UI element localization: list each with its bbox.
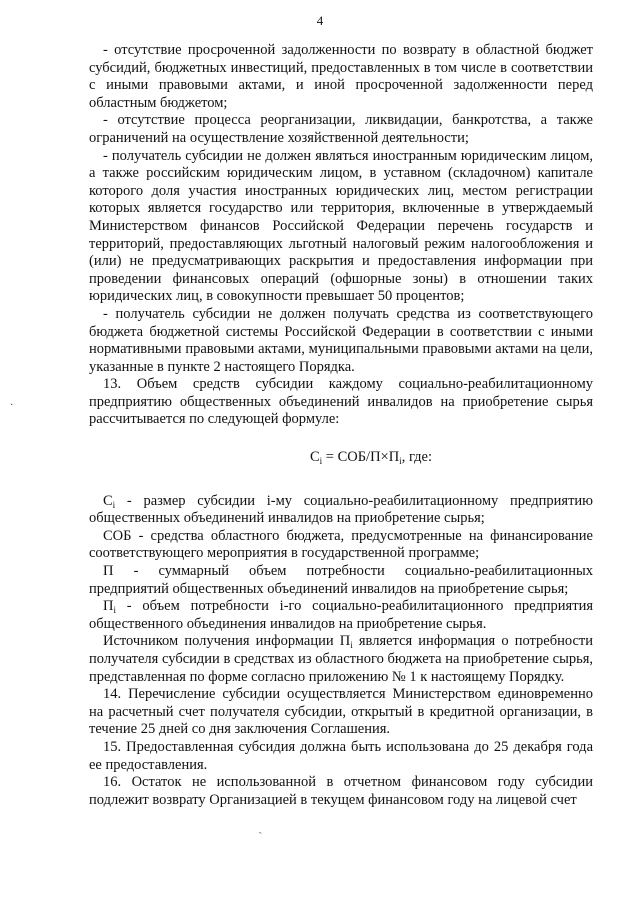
- page-number: 4: [316, 13, 324, 28]
- source-text-a: Источником получения информации П: [103, 633, 351, 650]
- definition-ci: [89, 493, 593, 528]
- formula-lhs-subscript: i: [319, 456, 323, 467]
- definition-pi: [89, 598, 593, 633]
- formula-rhs: = СОБ/П×П: [322, 449, 400, 466]
- source-subscript: i: [350, 640, 353, 651]
- paragraph-no-debt: - отсутствие просроченной задолженности по возврату в областной бюджет субсидий, бюджетных инвестиций, предоставленных в том числе в соответствии с иными правовыми актами, и иной просроченной задолженности перед областным бюджетом;: [89, 42, 593, 111]
- paragraph-no-reorganization: - отсутствие процесса реорганизации, ликвидации, банкротства, а также ограничений на осуществление хозяйственной деятельности;: [89, 112, 593, 146]
- formula-rhs-subscript: i: [399, 456, 402, 467]
- definition-text: - объем потребности i-го социально-реабилитационного предприятия общественного объединения инвалидов на приобретение сырья.: [89, 598, 593, 632]
- paragraph-13-subsidy-volume: 13. Объем средств субсидии каждому социально-реабилитационному предприятию общественных объединений инвалидов на приобретение сырья рассчитывается по следующей формуле:: [89, 376, 593, 428]
- scan-mark: ˴: [255, 825, 265, 839]
- scan-speck: ·: [10, 400, 14, 411]
- definition-p: [89, 563, 593, 598]
- source-text-b: является информация о потребности получателя субсидии в средствах из областного бюджета на приобретение сырья, представленная по форме согласно приложению № 1 к настоящему Порядку.: [89, 633, 593, 685]
- paragraph-no-other-funds: - получатель субсидии не должен получать средства из соответствующего бюджета бюджетной системы Российской Федерации в соответствии с иными нормативными правовыми актами, муниципальными правовыми актами на цели, указанные в пункте 2 настоящего Порядка.: [89, 305, 593, 375]
- definition-subscript: i: [112, 499, 116, 510]
- paragraph-16-unused-return: 16. Остаток не использованной в отчетном финансовом году субсидии подлежит возврату Организацией в текущем финансовом году на лицевой счет: [89, 774, 593, 808]
- definition-symbol: П: [103, 598, 114, 615]
- definition-symbol: C: [103, 492, 113, 509]
- definition-symbol: СОБ: [103, 527, 132, 544]
- definition-text: - средства областного бюджета, предусмотренные на финансирование соответствующего мероприятия в государственной программе;: [89, 527, 593, 562]
- paragraph-15-usage-deadline: 15. Предоставленная субсидия должна быть использована до 25 декабря года ее предоставления.: [89, 738, 593, 773]
- paragraph-14-transfer: 14. Перечисление субсидии осуществляется Министерством единовременно на расчетный счет получателя субсидии, открытый в кредитной организации, в течение 25 дней со дня заключения Соглашения.: [89, 686, 593, 738]
- formula-lhs: C: [309, 449, 320, 466]
- paragraph-not-foreign-entity: - получатель субсидии не должен являться иностранным юридическим лицом, а также российским юридическим лицом, в уставном (складочном) капитале которого доля участия иностранных юридических лиц, местом регистрации которых является государство или территория, включенные в утверждаемый Министерством финансов Российской Федерации перечень государств и территорий, предоставляющих льготный налоговый режим налогообложения и (или) не предусматривающих раскрытия и предоставления информации при проведении финансовых операций (офшорные зоны) в отношении таких юридических лиц, в совокупности превышает 50 процентов;: [89, 147, 593, 305]
- definition-text: - размер субсидии i-му социально-реабилитационному предприятию общественных объединений инвалидов на приобретение сырья;: [89, 492, 593, 527]
- definition-text: - суммарный объем потребности социально-реабилитационных предприятий общественных объединений инвалидов на приобретение сырья;: [89, 563, 593, 597]
- document-body: [89, 42, 593, 809]
- formula-tail: , где:: [401, 449, 433, 466]
- subsidy-formula: [149, 449, 593, 467]
- definition-subscript: i: [113, 605, 116, 616]
- definition-sob: [89, 528, 593, 563]
- definition-symbol: П: [103, 563, 114, 580]
- paragraph-information-source: [89, 633, 593, 686]
